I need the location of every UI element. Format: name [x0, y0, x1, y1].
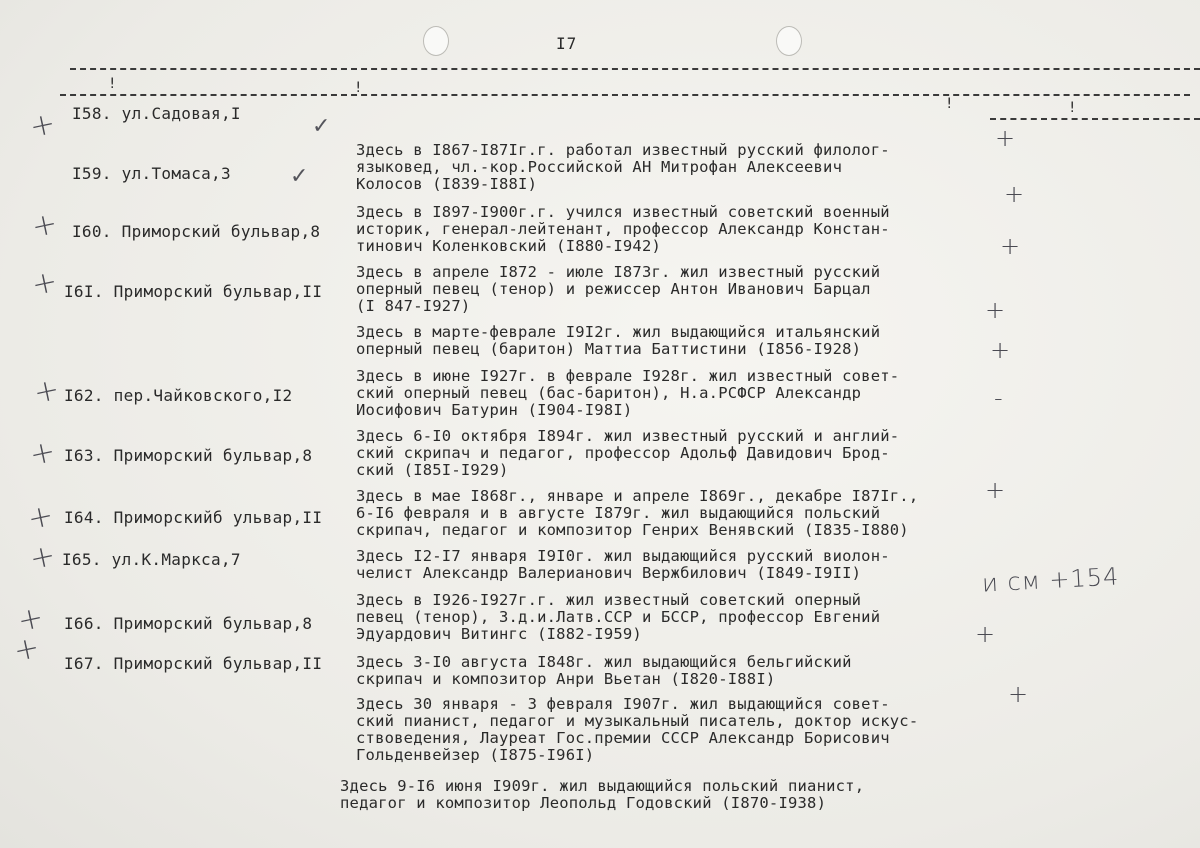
handwritten-cross-mark: +: [10, 629, 43, 670]
entry-description: Здесь в марте-феврале I9I2г. жил выдающийся итальянский оперный певец (баритон) Маттиа Баттистини (I856-I928): [356, 323, 881, 358]
entry-description: Здесь в I867-I87Iг.г. работал известный русский филолог- языковед, чл.-кор.Российской АН Митрофан Алексеевич Колосов (I839-I88I): [356, 141, 890, 193]
column-separator: !: [945, 96, 954, 112]
handwritten-plus-mark: +: [990, 336, 1011, 364]
handwritten-plus-mark: +: [975, 620, 996, 648]
handwritten-cross-mark: +: [26, 105, 59, 146]
column-separator: !: [354, 80, 363, 96]
entry-description: Здесь 6-I0 октября I894г. жил известный русский и англий- ский скрипач и педагог, профессор Адольф Давидович Брод- ский (I85I-I929): [356, 427, 900, 479]
handwritten-plus-mark: +: [995, 124, 1016, 152]
handwritten-check-mark: ✓: [290, 164, 309, 189]
entry-description: Здесь в I926-I927г.г. жил известный советский оперный певец (тенор), З.д.и.Латв.ССР и БССР, профессор Евгений Эдуардович Витингс (I882-I959): [356, 591, 881, 643]
column-separator: !: [1068, 100, 1077, 116]
entry-address: I67. Приморский бульвар,II: [64, 654, 323, 673]
entry-description: Здесь в июне I927г. в феврале I928г. жил известный совет- ский оперный певец (бас-баритон), Н.а.РСФСР Александр Иосифович Батурин (I904-I98I): [356, 367, 900, 419]
entry-address: I64. Приморскийб ульвар,II: [64, 508, 323, 527]
entry-address: I66. Приморский бульвар,8: [64, 614, 313, 633]
entry-description: Здесь I2-I7 января I9I0г. жил выдающийся русский виолон- челист Александр Валерианович Вержбилович (I849-I9II): [356, 547, 890, 582]
entry-address: I65. ул.К.Маркса,7: [62, 550, 241, 569]
handwritten-cross-mark: +: [26, 433, 59, 474]
entry-description: Здесь в мае I868г., январе и апреле I869г., декабре I87Iг., 6-I6 февраля и в августе I879г. жил выдающийся польский скрипач, педагог и композитор Генрих Венявский (I835-I880): [356, 487, 919, 539]
entry-address: I58. ул.Садовая,I: [72, 104, 241, 123]
handwritten-dash-mark: -: [994, 384, 1003, 412]
entry-description: Здесь в апреле I872 - июле I873г. жил известный русский оперный певец (тенор) и режиссер Антон Иванович Барцал (I 847-I927): [356, 263, 881, 315]
handwritten-cross-mark: +: [26, 537, 59, 578]
page-number: I7: [556, 34, 578, 53]
handwritten-cross-mark: +: [30, 371, 63, 412]
dashed-rule-top: [70, 68, 1200, 70]
entry-description: Здесь 9-I6 июня I909г. жил выдающийся польский пианист, педагог и композитор Леопольд Годовский (I870-I938): [340, 777, 865, 812]
dashed-rule-header: [60, 94, 1190, 96]
punch-hole-left: [423, 26, 449, 56]
handwritten-plus-mark: +: [985, 476, 1006, 504]
handwritten-cross-mark: +: [24, 497, 57, 538]
handwritten-note: и см +154: [981, 562, 1120, 598]
entry-description: Здесь 30 января - 3 февраля I907г. жил выдающийся совет- ский пианист, педагог и музыкальный писатель, доктор искус- ствоведения, Лауреат Гос.премии СССР Александр Борисович Гольденвейзер (I875-I96I): [356, 695, 919, 764]
handwritten-cross-mark: +: [28, 263, 61, 304]
handwritten-cross-mark: +: [14, 599, 47, 640]
handwritten-check-mark: ✓: [312, 114, 331, 139]
entry-address: I59. ул.Томаса,3: [72, 164, 231, 183]
entry-address: I63. Приморский бульвар,8: [64, 446, 313, 465]
handwritten-cross-mark: +: [28, 205, 61, 246]
entry-address: I62. пер.Чайковского,I2: [64, 386, 293, 405]
entry-description: Здесь в I897-I900г.г. учился известный советский военный историк, генерал-лейтенант, профессор Александр Констан- тинович Коленковский (I880-I942): [356, 203, 890, 255]
entry-address: I6I. Приморский бульвар,II: [64, 282, 323, 301]
entry-address: I60. Приморский бульвар,8: [72, 222, 321, 241]
column-separator: !: [108, 76, 117, 92]
handwritten-plus-mark: +: [1008, 680, 1029, 708]
dashed-rule-right: [990, 118, 1200, 120]
entry-description: Здесь 3-I0 августа I848г. жил выдающийся бельгийский скрипач и композитор Анри Вьетан (I820-I88I): [356, 653, 852, 688]
handwritten-plus-mark: +: [1004, 180, 1025, 208]
punch-hole-right: [776, 26, 802, 56]
handwritten-plus-mark: +: [985, 296, 1006, 324]
handwritten-plus-mark: +: [1000, 232, 1021, 260]
